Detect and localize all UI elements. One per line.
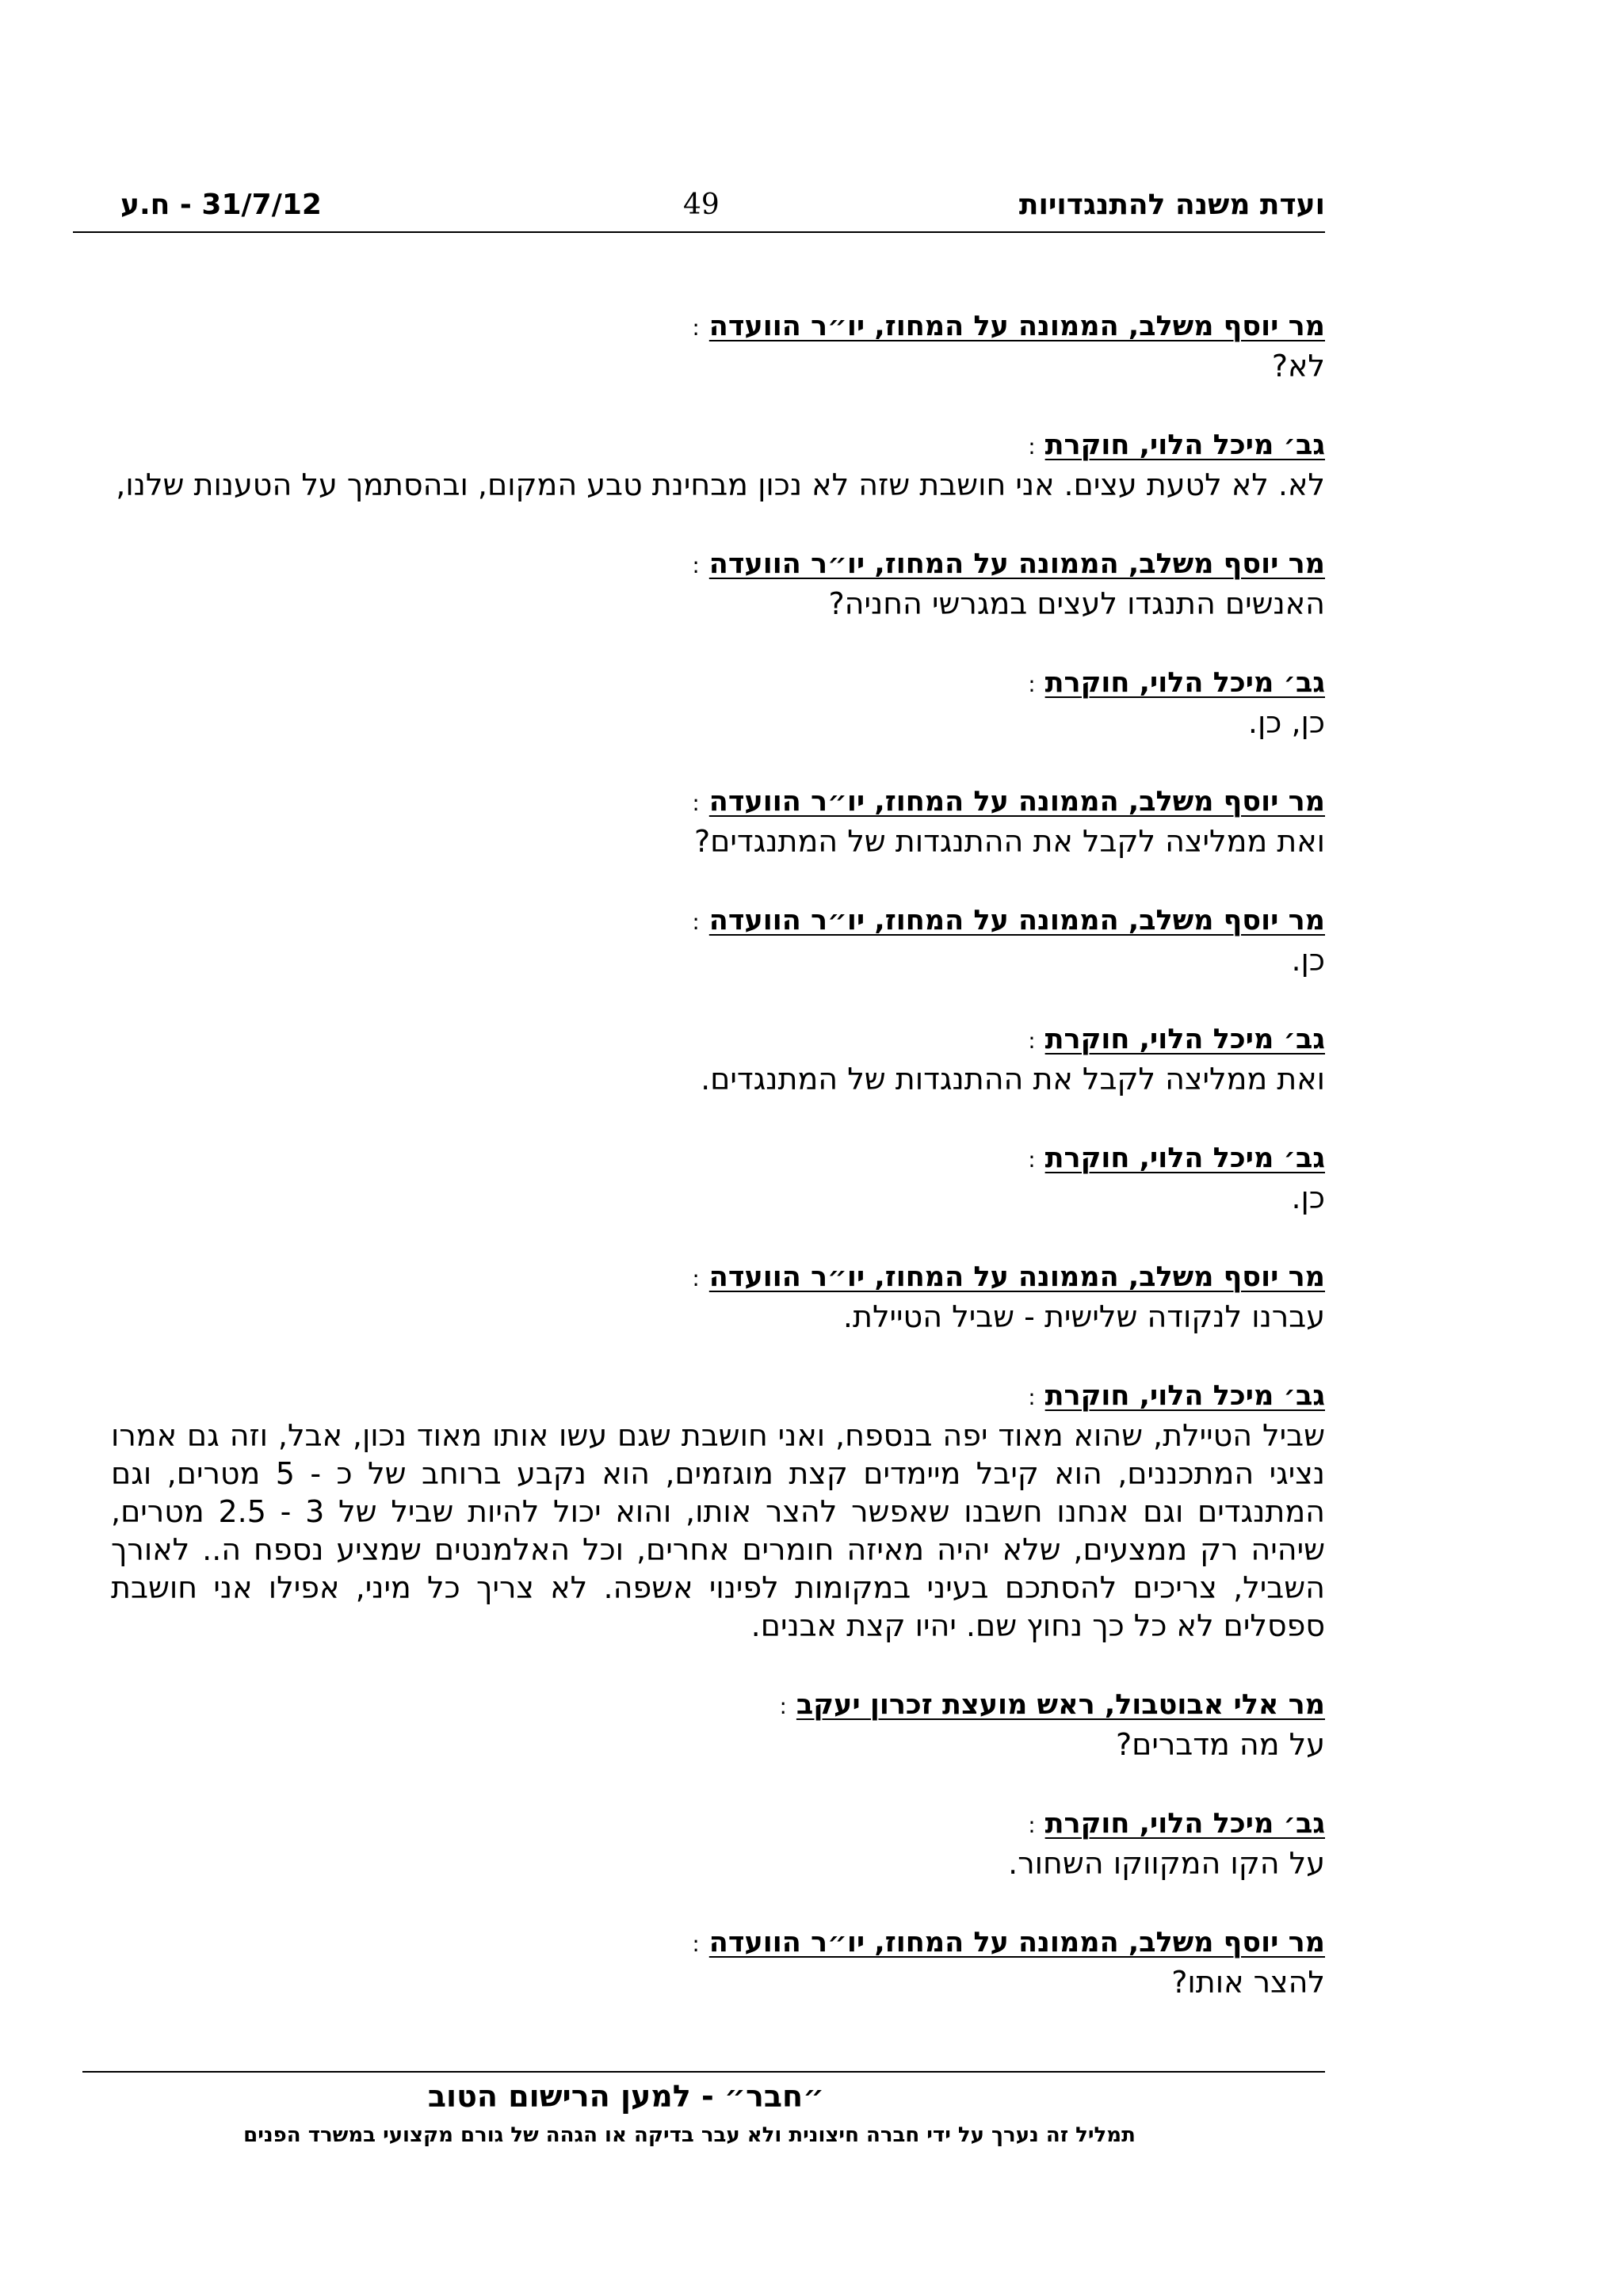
speaker-line <box>111 1139 1325 1179</box>
speech-text: להצר אותו? <box>1171 1965 1325 2000</box>
speaker-colon: : <box>1028 1384 1036 1410</box>
transcript-entry <box>111 1020 1325 1098</box>
speech-text: כן. <box>1291 1180 1325 1215</box>
speaker-colon: : <box>692 315 700 341</box>
speaker-name: גב׳ מיכל הלוי, חוקרת <box>1044 1024 1325 1055</box>
speaker-line <box>111 664 1325 704</box>
speaker-line <box>111 426 1325 466</box>
speech-text: ואת ממליצה לקבל את ההתנגדות של המתנגדים. <box>701 1062 1325 1097</box>
transcript-entry <box>111 545 1325 623</box>
speaker-colon: : <box>779 1693 787 1719</box>
speaker-colon: : <box>1028 433 1036 460</box>
speech-text: כן, כן. <box>1247 705 1325 740</box>
transcript-entry <box>111 1924 1325 2001</box>
speaker-name: גב׳ מיכל הלוי, חוקרת <box>1044 667 1325 699</box>
speech-text: האנשים התנגדו לעצים במגרשי החניה? <box>828 586 1325 621</box>
speaker-name: מר יוסף משלב, הממונה על המחוז, יו״ר הוועדה <box>708 1927 1325 1958</box>
transcript-entry <box>111 902 1325 979</box>
speaker-colon: : <box>692 1265 700 1291</box>
speaker-name: מר יוסף משלב, הממונה על המחוז, יו״ר הוועדה <box>708 905 1325 936</box>
speaker-line <box>111 1020 1325 1060</box>
footer-disclaimer: תמליל זה נערך על ידי חברה חיצונית ולא עבר בדיקה או הגהה של גורם מקצועי במשרד הפנים <box>243 2123 1136 2147</box>
transcript-entry <box>111 426 1325 504</box>
transcript-entry <box>111 1686 1325 1764</box>
page-header <box>73 182 1325 233</box>
transcript-entry <box>111 664 1325 742</box>
transcript-entry <box>111 1258 1325 1336</box>
speaker-colon: : <box>1028 671 1036 697</box>
speaker-line <box>111 307 1325 347</box>
speaker-name: מר יוסף משלב, הממונה על המחוז, יו״ר הוועדה <box>708 311 1325 342</box>
speaker-name: גב׳ מיכל הלוי, חוקרת <box>1044 1808 1325 1840</box>
speech-text: לא. לא לטעת עצים. אני חושבת שזה לא נכון מבחינת טבע המקום, ובהסתמך על הטענות שלנו, <box>116 467 1325 502</box>
speaker-colon: : <box>1028 1146 1036 1173</box>
transcript-entry <box>111 1805 1325 1882</box>
transcript-entry <box>111 1139 1325 1217</box>
speech-text: ואת ממליצה לקבל את ההתנגדות של המתנגדים? <box>694 824 1325 859</box>
speech-text: על מה מדברים? <box>1115 1727 1325 1762</box>
footer-slogan: ״חבר״ - למען הרישום הטוב <box>427 2079 825 2114</box>
page-number: 49 <box>683 189 720 221</box>
speaker-line <box>111 1805 1325 1844</box>
speaker-colon: : <box>1028 1812 1036 1838</box>
speech-text: שביל הטיילת, שהוא מאוד יפה בנספח, ואני חושבת שגם עשו אותו מאוד נכון, אבל, וזה גם אמרו נציגי המתכננים, הוא קיבל מיימדים קצת מוגזמים, הוא נקבע ברוחב של כ - 5 מטרים, וגם המתנגדים וגם אנחנו חשבנו שאפשר להצר אותו, והוא יכול להיות שביל של 3 - 2.5 מטרים, שיהיה רק ממצעים, שלא יהיה מאיזה חומרים אחרים, וכל האלמנטים שמציע נספח ה.. לאורך השביל, צריכים להסתכם בעיני במקומות לפינוי אשפה. לא צריך כל מיני, אפילו אני חושבת ספסלים לא כל כך נחוץ שם. יהיו קצת אבנים. <box>111 1418 1325 1643</box>
transcript-entry <box>111 783 1325 860</box>
transcript-entry <box>111 1377 1325 1645</box>
committee-title: ועדת משנה להתנגדויות <box>1018 189 1325 221</box>
speaker-colon: : <box>692 790 700 816</box>
speech-text: לא? <box>1271 349 1325 383</box>
speaker-line <box>111 783 1325 822</box>
speaker-name: גב׳ מיכל הלוי, חוקרת <box>1044 429 1325 461</box>
speaker-colon: : <box>692 909 700 935</box>
speaker-colon: : <box>1028 1028 1036 1054</box>
speaker-name: מר יוסף משלב, הממונה על המחוז, יו״ר הוועדה <box>708 1261 1325 1293</box>
speaker-name: מר יוסף משלב, הממונה על המחוז, יו״ר הוועדה <box>708 786 1325 818</box>
speaker-colon: : <box>692 1931 700 1957</box>
footer-divider <box>82 2071 1325 2073</box>
speaker-name: מר אלי אבוטבול, ראש מועצת זכרון יעקב <box>796 1689 1325 1721</box>
speaker-line <box>111 1258 1325 1298</box>
speech-text: עברנו לנקודה שלישית - שביל הטיילת. <box>842 1299 1325 1334</box>
transcript <box>111 307 1325 2042</box>
speaker-line <box>111 545 1325 585</box>
speaker-line <box>111 902 1325 941</box>
speech-text: על הקו המקווקו השחור. <box>1008 1846 1325 1881</box>
speaker-line <box>111 1686 1325 1726</box>
speaker-line <box>111 1924 1325 1963</box>
speaker-colon: : <box>692 552 700 578</box>
speaker-name: גב׳ מיכל הלוי, חוקרת <box>1044 1142 1325 1174</box>
speaker-line <box>111 1377 1325 1417</box>
transcript-entry <box>111 307 1325 385</box>
speaker-name: מר יוסף משלב, הממונה על המחוז, יו״ר הוועדה <box>708 548 1325 580</box>
speaker-name: גב׳ מיכל הלוי, חוקרת <box>1044 1380 1325 1412</box>
speech-text: כן. <box>1291 943 1325 978</box>
date-code: 31/7/12 - ח.ע <box>120 189 322 221</box>
